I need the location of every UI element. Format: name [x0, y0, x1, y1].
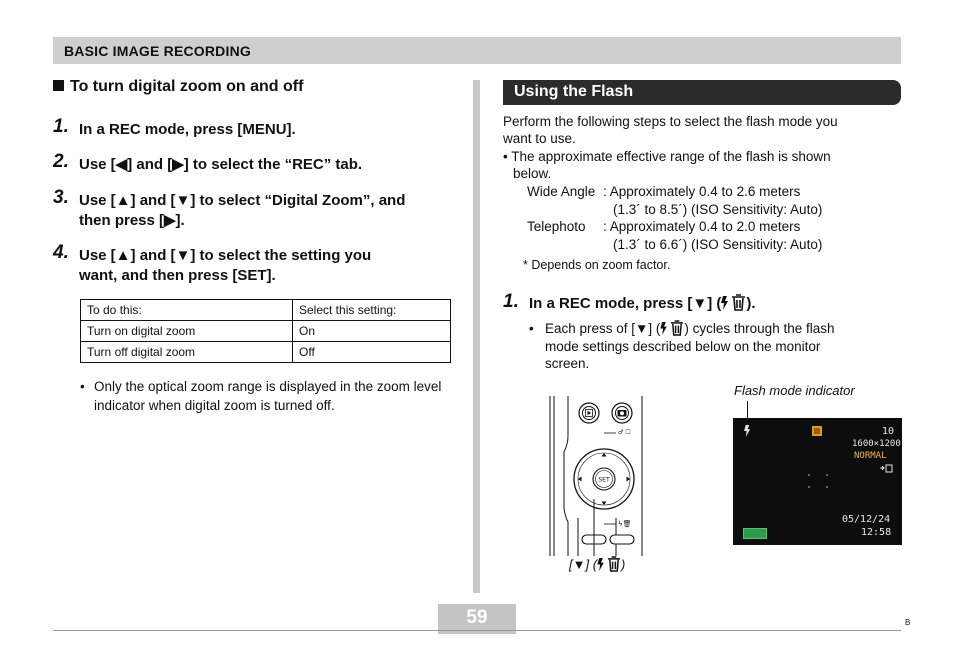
step-text: [529, 294, 756, 312]
svg-text:ϟ🗑: ϟ🗑: [618, 520, 632, 528]
footer-rule: [53, 630, 901, 631]
monitor-screen: [733, 418, 902, 545]
step-text: In a REC mode, press [MENU].: [79, 121, 296, 138]
play-button: [579, 403, 599, 423]
flash-range-line: • The approximate effective range of the flash is shown: [503, 149, 831, 164]
down-button-caption: [569, 556, 625, 572]
step-number: 4.: [53, 242, 69, 263]
telephoto-label: Telephoto: [527, 219, 586, 234]
image-size: 1600×1200: [852, 439, 901, 449]
trash-icon: [731, 294, 746, 311]
flash-icon: [721, 296, 729, 310]
step-text: want, and then press [SET].: [79, 267, 276, 284]
column-divider: [473, 80, 480, 593]
table-header-row: [81, 300, 451, 321]
flash-mode-icon: [744, 425, 751, 437]
menu-buttons: [582, 535, 634, 544]
wide-angle-label: Wide Angle: [527, 184, 596, 199]
wide-angle-range: : Approximately 0.4 to 2.6 meters: [603, 184, 801, 199]
header-bar: [53, 37, 901, 64]
note-text: Only the optical zoom range is displayed in the zoom level indicator when digital zoom is turned off.: [94, 379, 442, 413]
flash-section-bar: [503, 80, 901, 105]
time-display: 12:58: [861, 527, 892, 538]
table-header-cell: To do this:: [81, 300, 293, 321]
flash-section-title: Using the Flash: [514, 83, 634, 100]
battery-icon: [743, 528, 767, 539]
flash-cycle-line: [545, 320, 834, 338]
table-row: [81, 342, 451, 363]
flash-range-line: below.: [513, 166, 552, 181]
trash-icon: [670, 320, 684, 336]
caption-part: [▼] (: [569, 557, 598, 572]
flash-trash-monitor-icon: [880, 464, 893, 473]
trash-icon: [607, 556, 621, 572]
step-number: 1.: [53, 116, 69, 137]
step-number: 2.: [53, 151, 69, 172]
focus-frame-icon: [807, 473, 829, 489]
table-cell: Turn on digital zoom: [81, 321, 293, 342]
flash-cycle-line: screen.: [545, 356, 590, 371]
flash-cycle-part: Each press of [▼] (: [545, 321, 661, 336]
step-text: Use [▲] and [▼] to select the setting you: [79, 247, 372, 264]
control-dial: [574, 449, 634, 509]
quality-icon: [812, 426, 822, 436]
flash-mode-indicator-caption: Flash mode indicator: [734, 383, 855, 398]
wide-angle-range-feet: (1.3´ to 8.5´) (ISO Sensitivity: Auto): [613, 202, 823, 217]
flash-icon: [660, 322, 668, 335]
page-number: 59: [466, 607, 488, 628]
step-number: 1.: [503, 291, 519, 312]
digital-zoom-heading-text: To turn digital zoom on and off: [70, 78, 304, 95]
flash-intro-line: Perform the following steps to select the flash mode you: [503, 114, 838, 129]
table-cell: Turn off digital zoom: [81, 342, 293, 363]
square-bullet-icon: [53, 80, 64, 91]
step-text: Use [◀] and [▶] to select the “REC” tab.: [79, 156, 363, 173]
step-text: Use [▲] and [▼] to select “Digital Zoom”, and: [79, 192, 406, 209]
flash-cycle-line: mode settings described below on the monitor: [545, 339, 821, 354]
zoom-settings-table: [80, 299, 451, 363]
svg-text:♂ ☐: ♂ ☐: [618, 429, 631, 436]
step-text-part: In a REC mode, press [▼] (: [529, 295, 722, 312]
table-row: [81, 321, 451, 342]
image-quality: NORMAL: [854, 451, 887, 461]
camera-back-diagram: [548, 396, 648, 556]
sub-bullet: •: [529, 321, 534, 336]
note-bullet: •: [80, 379, 85, 394]
caption-part: ): [621, 557, 626, 572]
table-cell: On: [293, 321, 451, 342]
step-text-part: ).: [746, 295, 756, 312]
footer-mark: B: [905, 618, 911, 627]
digital-zoom-heading: [53, 78, 303, 96]
camera-mode-button: [612, 403, 632, 423]
table-header-cell: Select this setting:: [293, 300, 451, 321]
step-number: 3.: [53, 187, 69, 208]
telephoto-range: : Approximately 0.4 to 2.0 meters: [603, 219, 801, 234]
step-text: then press [▶].: [79, 212, 185, 229]
date-display: 05/12/24: [842, 514, 891, 525]
shots-remaining: 10: [882, 426, 895, 437]
flash-icon: [597, 558, 605, 571]
table-cell: Off: [293, 342, 451, 363]
flash-cycle-part: ) cycles through the flash: [684, 321, 835, 336]
section-header-title: BASIC IMAGE RECORDING: [64, 43, 251, 59]
zoom-factor-note: * Depends on zoom factor.: [523, 258, 671, 272]
flash-intro-line: want to use.: [503, 131, 576, 146]
telephoto-range-feet: (1.3´ to 6.6´) (ISO Sensitivity: Auto): [613, 237, 823, 252]
svg-text:SET: SET: [598, 476, 610, 484]
